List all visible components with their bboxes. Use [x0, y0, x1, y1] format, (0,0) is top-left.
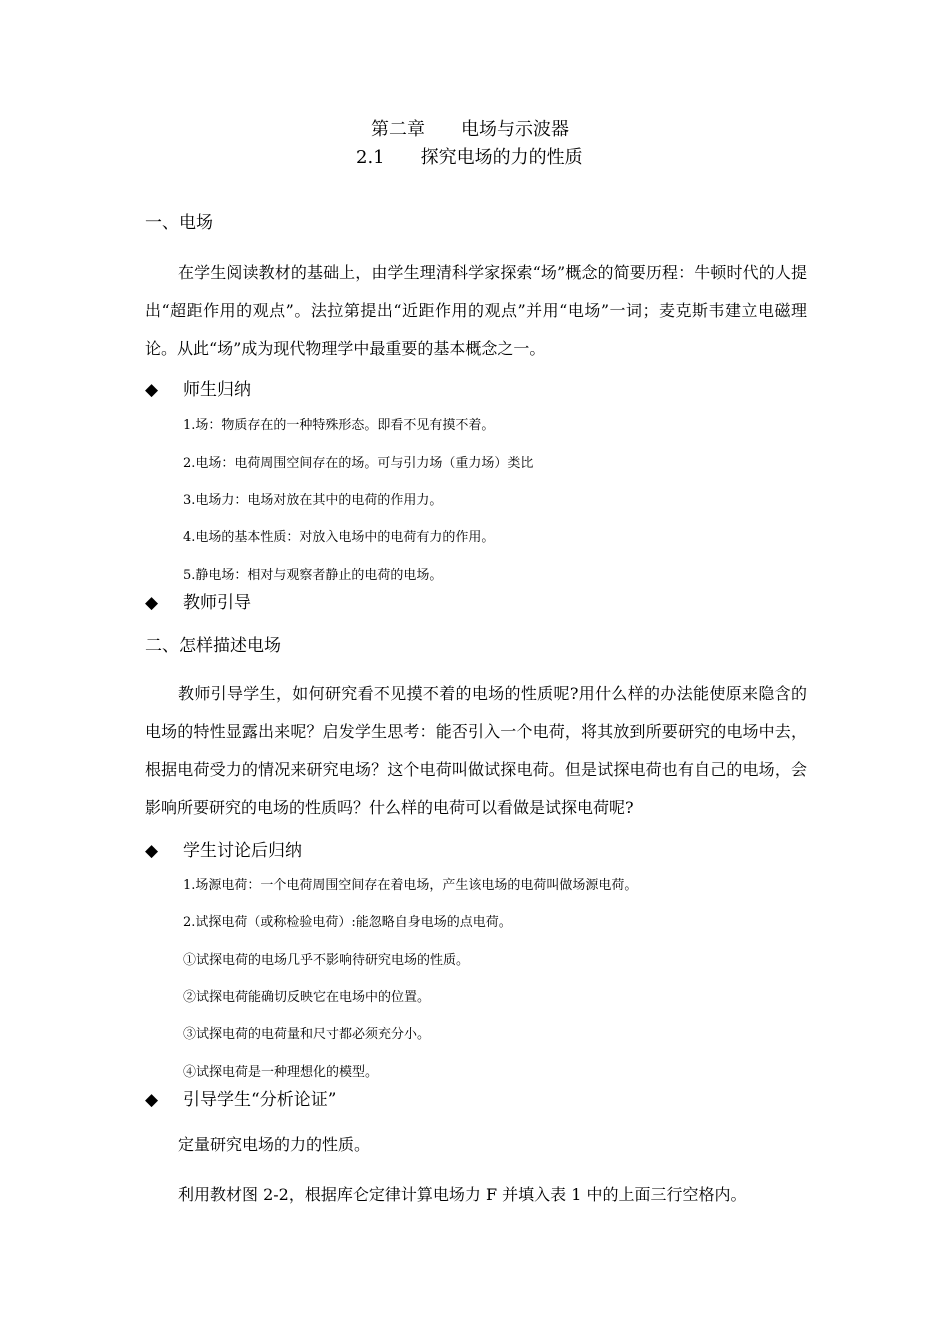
list-item: 3.电场力：电场对放在其中的电荷的作用力。 — [183, 493, 443, 508]
bullet-analysis — [145, 1085, 336, 1110]
diamond-bullet-icon: ◆ — [145, 380, 159, 400]
section-heading-1: 一、电场 — [145, 213, 213, 233]
list-item: 1.场：物质存在的一种特殊形态。即看不见有摸不着。 — [183, 418, 495, 433]
chapter-title: 第二章 电场与示波器 — [371, 119, 569, 140]
paragraph-field-history: 在学生阅读教材的基础上，由学生理清科学家探索“场”概念的简要历程：牛顿时代的人提出“超距作用的观点”。法拉第提出“近距作用的观点”并用“电场”一词；麦克斯韦建立电磁理论。从此“场”成为现代物理学中最重要的基本概念之一。 — [145, 263, 807, 358]
list-item: ④试探电荷是一种理想化的模型。 — [183, 1065, 379, 1080]
diamond-bullet-icon: ◆ — [145, 593, 159, 613]
bullet-summary — [145, 375, 251, 400]
list-item: 2.试探电荷（或称检验电荷）:能忽略自身电场的点电荷。 — [183, 915, 512, 930]
list-item: ①试探电荷的电场几乎不影响待研究电场的性质。 — [183, 953, 470, 968]
list-item: ③试探电荷的电荷量和尺寸都必须充分小。 — [183, 1027, 431, 1042]
list-item: 2.电场：电荷周围空间存在的场。可与引力场（重力场）类比 — [183, 456, 534, 471]
bullet-label: 引导学生“分析论证” — [183, 1090, 337, 1110]
list-item: 4.电场的基本性质：对放入电场中的电荷有力的作用。 — [183, 530, 495, 545]
body-line-quantitative: 定量研究电场的力的性质。 — [178, 1135, 371, 1154]
list-item: 5.静电场：相对与观察者静止的电荷的电场。 — [183, 568, 443, 583]
diamond-bullet-icon: ◆ — [145, 841, 159, 861]
bullet-teacher-guide — [145, 588, 251, 613]
paragraph-test-charge: 教师引导学生，如何研究看不见摸不着的电场的性质呢?用什么样的办法能使原来隐含的电场的特性显露出来呢？启发学生思考：能否引入一个电荷，将其放到所要研究的电场中去，根据电荷受力的情况来研究电场？这个电荷叫做试探电荷。但是试探电荷也有自己的电场，会影响所要研究的电场的性质吗？什么样的电荷可以看做是试探电荷呢? — [145, 684, 807, 817]
list-item: ②试探电荷能确切反映它在电场中的位置。 — [183, 990, 431, 1005]
bullet-label: 师生归纳 — [183, 380, 251, 400]
diamond-bullet-icon: ◆ — [145, 1090, 159, 1110]
bullet-label: 教师引导 — [183, 593, 251, 613]
bullet-label: 学生讨论后归纳 — [183, 841, 302, 861]
body-line-calculation: 利用教材图 2-2，根据库仑定律计算电场力 F 并填入表 1 中的上面三行空格内。 — [178, 1185, 747, 1204]
section-title: 2.1 探究电场的力的性质 — [356, 147, 583, 168]
list-item: 1.场源电荷：一个电荷周围空间存在着电场，产生该电场的电荷叫做场源电荷。 — [183, 878, 638, 893]
bullet-student-discussion — [145, 836, 302, 861]
section-heading-2: 二、怎样描述电场 — [145, 636, 281, 656]
